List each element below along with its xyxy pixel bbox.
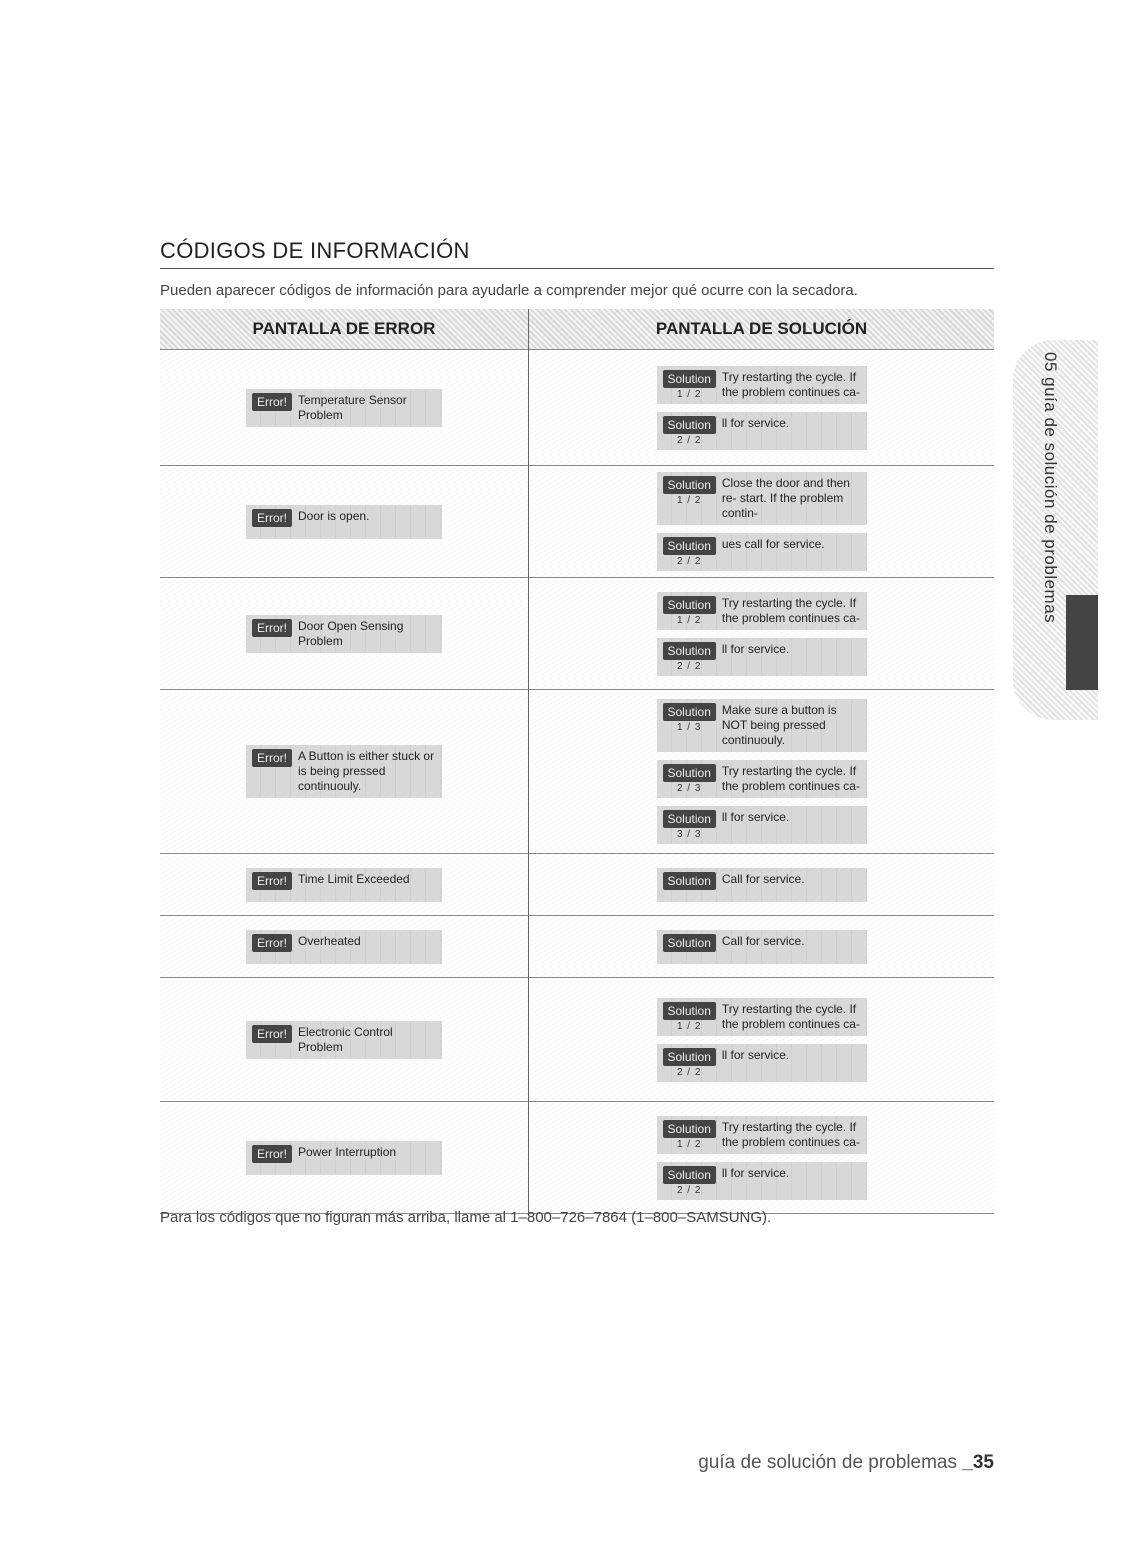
solution-page-indicator: 2 / 2 [676, 556, 702, 567]
table-row [160, 1102, 994, 1214]
intro-text: Pueden aparecer códigos de información para ayudarle a comprender mejor qué ocurre con la secadora. [160, 282, 858, 299]
error-message: Power Interruption [298, 1144, 397, 1159]
solution-display [657, 868, 867, 902]
solution-display [657, 998, 867, 1036]
solution-display [657, 760, 867, 798]
error-tag: Error! [252, 872, 292, 890]
error-cell [160, 1102, 529, 1214]
solution-tag: Solution [663, 1166, 716, 1184]
error-message: A Button is either stuck or is being pressed continuouly. [298, 749, 435, 793]
error-cell [160, 466, 529, 578]
solution-tag: Solution [663, 872, 716, 890]
solution-tag: Solution [663, 537, 716, 555]
footer-note: Para los códigos que no figuran más arriba, llame al 1–800–726–7864 (1–800–SAMSUNG). [160, 1209, 772, 1226]
table-body [160, 350, 994, 1214]
header-solution-screen: PANTALLA DE SOLUCIÓN [529, 309, 995, 350]
error-cell [160, 690, 529, 854]
table-row [160, 690, 994, 854]
error-message: Door is open. [298, 508, 370, 523]
page-title: CÓDIGOS DE INFORMACIÓN [160, 238, 470, 263]
solution-message: Try restarting the cycle. If the problem continues ca- [721, 1119, 860, 1149]
solution-display [657, 930, 867, 964]
table-header-row [160, 309, 994, 350]
solution-display [657, 592, 867, 630]
error-display [246, 930, 442, 964]
error-display [246, 745, 442, 798]
solution-page-indicator: 1 / 2 [676, 388, 702, 400]
solution-display [657, 1116, 867, 1154]
error-cell [160, 978, 529, 1102]
solution-display [657, 412, 867, 450]
footer-section-title: guía de solución de problemas [698, 1452, 958, 1473]
solution-page-indicator: 1 / 2 [676, 614, 702, 626]
solution-page-indicator: 3 / 3 [676, 829, 702, 840]
solution-page-indicator: 1 / 2 [676, 1020, 702, 1032]
solution-message: ll for service. [721, 810, 790, 824]
solution-message: Try restarting the cycle. If the problem continues ca- [721, 1001, 860, 1031]
solution-cell [529, 466, 995, 578]
page-number: _35 [962, 1452, 994, 1473]
side-tab-marker [1066, 595, 1098, 690]
solution-display [657, 638, 867, 676]
error-message: Time Limit Exceeded [298, 871, 410, 886]
solution-cell [529, 916, 995, 978]
solution-message: Try restarting the cycle. If the problem continues ca- [721, 764, 860, 793]
solution-tag: Solution [663, 476, 716, 494]
solution-tag: Solution [663, 1120, 716, 1138]
error-cell [160, 916, 529, 978]
error-cell [160, 350, 529, 466]
solution-tag: Solution [663, 596, 716, 614]
solution-tag: Solution [663, 703, 716, 721]
header-error-screen: PANTALLA DE ERROR [160, 309, 529, 350]
error-tag: Error! [252, 509, 292, 527]
solution-page-indicator: 2 / 2 [676, 1184, 702, 1196]
solution-message: Try restarting the cycle. If the problem continues ca- [721, 595, 860, 625]
solution-message: ues call for service. [721, 537, 825, 551]
solution-tag: Solution [663, 642, 716, 660]
error-message: Electronic Control Problem [298, 1024, 393, 1054]
solution-page-indicator: 2 / 3 [676, 783, 702, 794]
solution-message: ll for service. [721, 415, 790, 430]
title-divider [160, 268, 994, 269]
error-tag: Error! [252, 1145, 292, 1163]
error-display [246, 1141, 442, 1175]
error-display [246, 868, 442, 902]
solution-tag: Solution [663, 810, 716, 828]
error-display [246, 1021, 442, 1059]
solution-tag: Solution [663, 416, 716, 434]
solution-cell [529, 690, 995, 854]
solution-message: Make sure a button is NOT being pressed continuouly. [721, 703, 837, 747]
solution-cell [529, 978, 995, 1102]
solution-page-indicator: 1 / 2 [676, 1138, 702, 1150]
error-message: Temperature Sensor Problem [298, 392, 407, 422]
solution-message: ll for service. [721, 1165, 790, 1180]
error-display [246, 505, 442, 539]
solution-cell [529, 578, 995, 690]
table-row [160, 466, 994, 578]
solution-tag: Solution [663, 370, 716, 388]
error-tag: Error! [252, 619, 292, 637]
solution-message: Call for service. [721, 871, 805, 886]
table-row [160, 350, 994, 466]
solution-cell [529, 350, 995, 466]
solution-display [657, 533, 867, 571]
solution-message: Try restarting the cycle. If the problem continues ca- [721, 369, 860, 399]
solution-display [657, 1162, 867, 1200]
info-codes-table [160, 309, 994, 1214]
table-row [160, 978, 994, 1102]
solution-message: ll for service. [721, 1047, 790, 1062]
error-display [246, 389, 442, 427]
solution-tag: Solution [663, 764, 716, 782]
solution-display [657, 806, 867, 844]
error-cell [160, 854, 529, 916]
solution-message: Call for service. [721, 933, 805, 948]
side-tab-label: 05 guía de solución de problemas [1041, 352, 1060, 624]
error-tag: Error! [252, 393, 292, 411]
solution-display [657, 472, 867, 525]
solution-display [657, 699, 867, 752]
solution-message: ll for service. [721, 641, 790, 656]
solution-page-indicator: 2 / 2 [676, 1066, 702, 1078]
solution-display [657, 366, 867, 404]
error-tag: Error! [252, 934, 292, 952]
page-footer [698, 1452, 994, 1474]
solution-tag: Solution [663, 1048, 716, 1066]
solution-tag: Solution [663, 1002, 716, 1020]
error-message: Overheated [298, 933, 361, 948]
error-tag: Error! [252, 1025, 292, 1043]
solution-tag: Solution [663, 934, 716, 952]
error-message: Door Open Sensing Problem [298, 618, 404, 648]
solution-message: Close the door and then re- start. If the problem contin- [721, 476, 850, 520]
solution-page-indicator: 2 / 2 [676, 434, 702, 446]
solution-page-indicator: 2 / 2 [676, 660, 702, 672]
error-cell [160, 578, 529, 690]
solution-page-indicator: 1 / 3 [676, 722, 702, 733]
solution-page-indicator: 1 / 2 [676, 495, 702, 506]
solution-display [657, 1044, 867, 1082]
error-tag: Error! [252, 749, 292, 767]
table-row [160, 854, 994, 916]
solution-cell [529, 854, 995, 916]
table-row [160, 578, 994, 690]
table-row [160, 916, 994, 978]
solution-cell [529, 1102, 995, 1214]
error-display [246, 615, 442, 653]
